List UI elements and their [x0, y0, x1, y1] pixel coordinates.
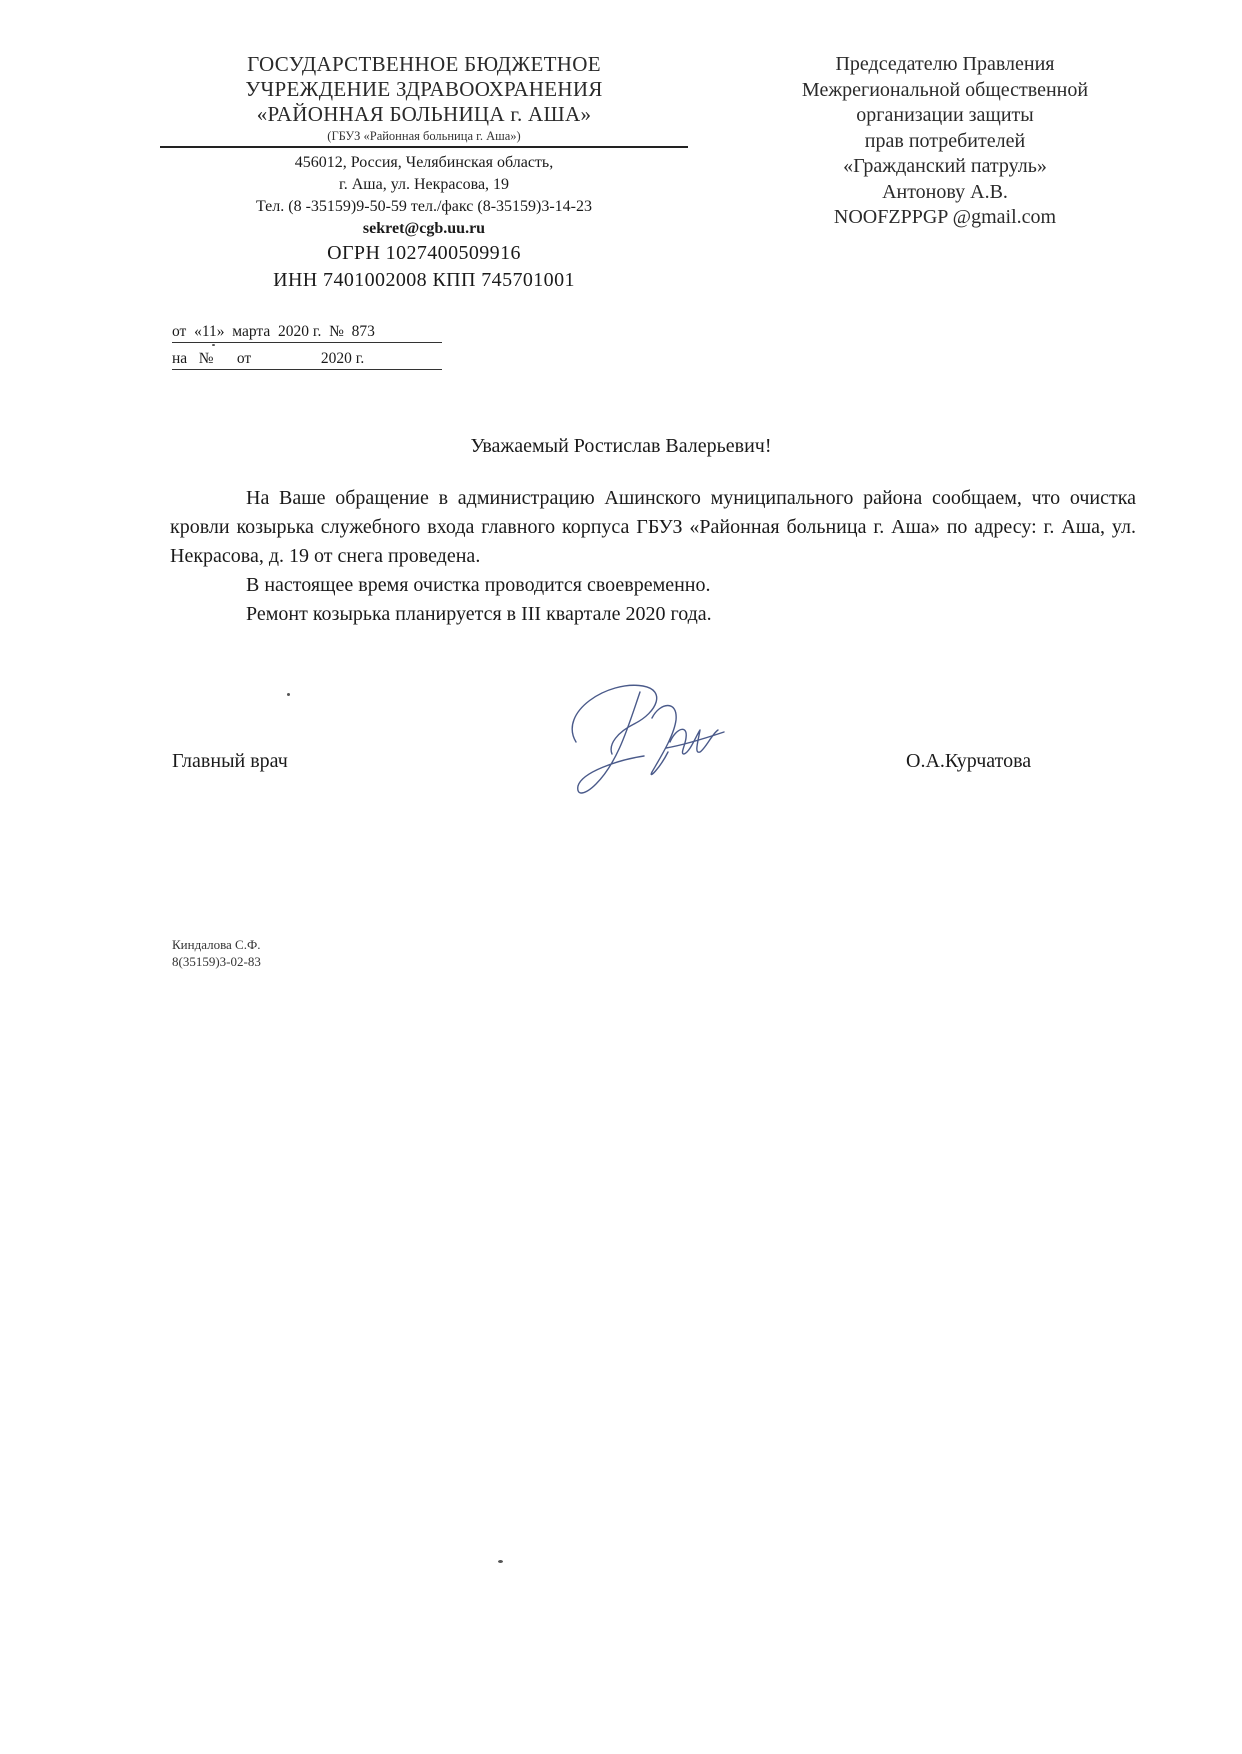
scan-speck	[287, 693, 290, 696]
org-name-line-1: ГОСУДАРСТВЕННОЕ БЮДЖЕТНОЕ	[247, 52, 601, 76]
incoming-reference: на № от 2020 г.	[172, 349, 442, 370]
org-short-name: (ГБУЗ «Районная больница г. Аша»)	[327, 129, 521, 143]
signatory-title: Главный врач	[172, 750, 288, 772]
signatory-name: О.А.Курчатова	[906, 750, 1032, 772]
letter-body	[170, 484, 1136, 629]
sender-email: sekret@cgb.uu.ru	[362, 220, 486, 237]
org-name-line-3: «РАЙОННАЯ БОЛЬНИЦА г. АША»	[256, 102, 592, 126]
recipient-line-1: Председателю Правления	[835, 53, 1055, 75]
executor-name: Киндалова С.Ф.	[172, 937, 261, 952]
recipient-line-5: «Гражданский патруль»	[843, 155, 1047, 177]
executor-block	[172, 936, 261, 970]
ogrn: ОГРН 1027400509916	[327, 242, 521, 264]
org-name-line-2: УЧРЕЖДЕНИЕ ЗДРАВООХРАНЕНИЯ	[245, 77, 603, 101]
handwritten-signature	[548, 672, 768, 812]
recipient-line-3: организации защиты	[856, 104, 1034, 126]
signature-stroke-3	[651, 706, 676, 775]
recipient-name: Антонову А.В.	[882, 180, 1008, 203]
letterhead	[160, 52, 688, 294]
signature-stroke-2	[578, 692, 644, 793]
body-paragraph-1: На Ваше обращение в администрацию Ашинского муниципального района сообщаем, что очистка кровли козырька служебного входа главного корпуса ГБУЗ «Районная больница г. Аша» по адресу: г. Аша, ул. Некрасова, д. 19 от снега проведена.	[170, 487, 1136, 567]
outgoing-reference: от «11» марта 2020 г. № 873	[172, 322, 442, 343]
address-line-1: 456012, Россия, Челябинская область,	[294, 154, 554, 171]
recipient-line-2: Межрегиональной общественной	[801, 78, 1089, 101]
recipient-email: NOOFZPPGP @gmail.com	[833, 206, 1057, 228]
address-line-2: г. Аша, ул. Некрасова, 19	[338, 176, 510, 193]
inn-kpp: ИНН 7401002008 КПП 745701001	[273, 269, 575, 291]
recipient-line-4: прав потребителей	[864, 129, 1026, 152]
signature-stroke-1	[572, 685, 656, 754]
body-paragraph-2: В настоящее время очистка проводится своевременно.	[246, 574, 711, 596]
signature-strokes	[572, 685, 724, 793]
scan-speck	[498, 1560, 503, 1563]
body-paragraph-3: Ремонт козырька планируется в III квартале 2020 года.	[246, 603, 712, 625]
phone-fax: Тел. (8 -35159)9-50-59 тел./факс (8-35159)3-14-23	[256, 198, 592, 215]
scan-speck	[212, 344, 215, 346]
executor-phone: 8(35159)3-02-83	[172, 954, 261, 969]
recipient-block	[740, 52, 1150, 231]
salutation: Уважаемый Ростислав Валерьевич!	[470, 435, 772, 457]
letterhead-divider	[160, 146, 688, 148]
